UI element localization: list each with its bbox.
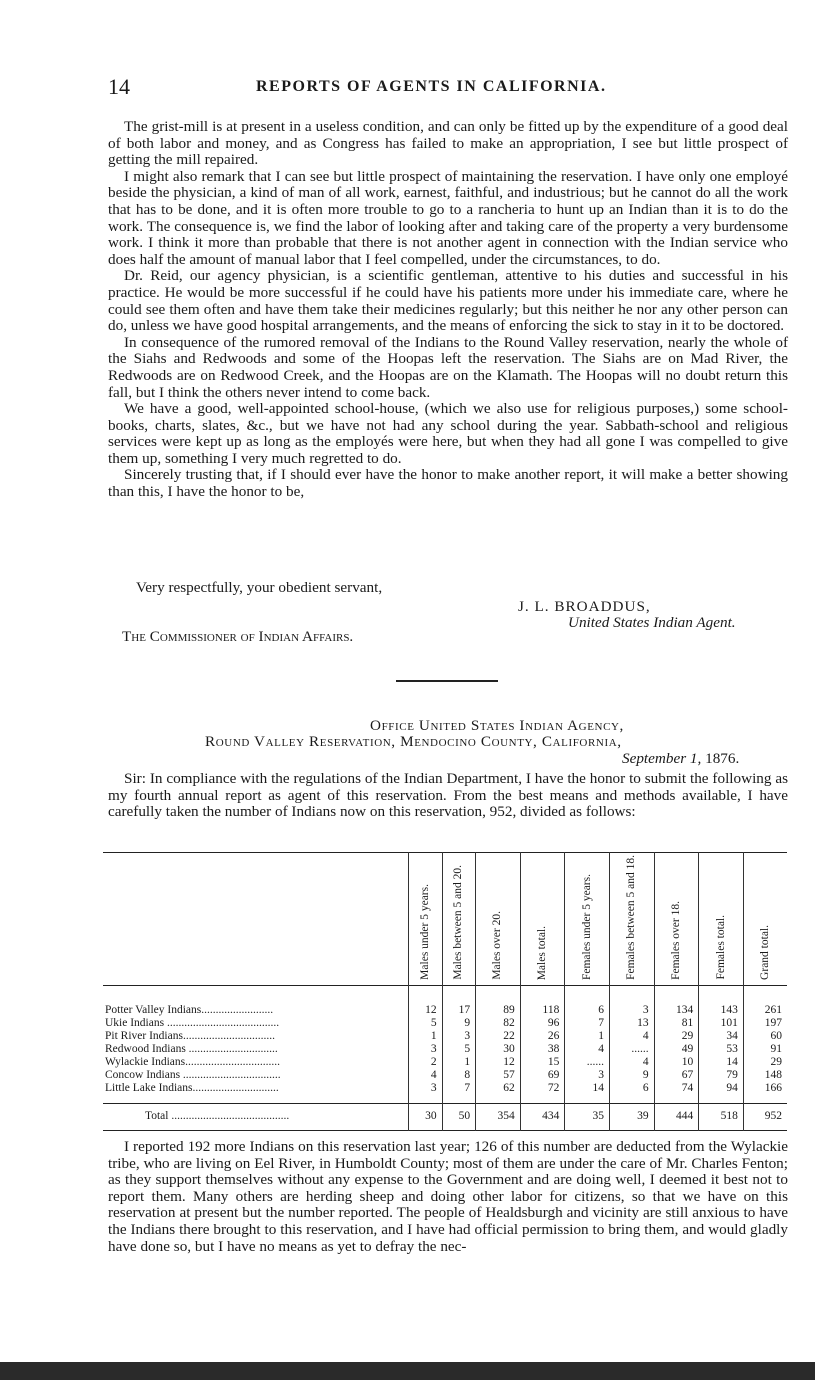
addressee: The Commissioner of Indian Affairs. [122, 628, 354, 645]
table-cell: 14 [565, 1082, 610, 1104]
row-label: Pit River Indians................................ [105, 1029, 275, 1042]
column-header-label: Females over 18. [669, 900, 682, 980]
table-cell: 101 [699, 1017, 744, 1030]
paragraph: I might also remark that I can see but little prospect of maintaining the reservation. I have only one employé beside the physician, a kind of man of all work, earnest, faithful, and industrious; but he cannot do all the work that has to be done, and it is often more trouble to go to a rancheria to hunt up an Indian than it is to do the work. The consequence is, we find the labor of looking after and taking care of the property a very burdensome work. I think it more than probable that there is not another agent in connection with the Indian service who does half the amount of manual labor that I feel compelled, under the circumstances, to do. [108, 167, 788, 268]
table-cell: 17 [442, 985, 476, 1017]
report-body-round-valley [108, 1139, 788, 1255]
table-cell: 6 [609, 1082, 654, 1104]
row-label: Wylackie Indians................................. [105, 1055, 280, 1068]
table-cell: 2 [409, 1056, 443, 1069]
scan-bottom-edge [0, 1362, 815, 1380]
column-header [476, 853, 521, 986]
table-cell: 4 [409, 1069, 443, 1082]
table-cell: 148 [743, 1069, 787, 1082]
table-cell: ...... [565, 1056, 610, 1069]
table-cell: 5 [442, 1043, 476, 1056]
table-cell: 53 [699, 1043, 744, 1056]
table-row [103, 1017, 787, 1030]
table-cell: 10 [654, 1056, 699, 1069]
table-cell: 34 [699, 1030, 744, 1043]
table-cell: 74 [654, 1082, 699, 1104]
signer-title: United States Indian Agent. [568, 614, 736, 631]
table-cell: 3 [609, 985, 654, 1017]
table-cell: 1 [409, 1030, 443, 1043]
table-cell: 69 [520, 1069, 565, 1082]
column-header-label: Males total. [536, 925, 549, 980]
table-cell: 22 [476, 1030, 521, 1043]
column-header [699, 853, 744, 986]
table-cell: 8 [442, 1069, 476, 1082]
paragraph: Dr. Reid, our agency physician, is a scientific gentleman, attentive to his duties and successful in his practice. He would be more successful if he could have his patients more under his immediate care, where he could see them often and have them take their medicines regularly; but this neither he nor any other person can do, unless we have good hospital arrangements, and the means of enforcing the sick to stay in it to be doctored. [108, 267, 788, 335]
column-header [409, 853, 443, 986]
page-number: 14 [108, 74, 130, 99]
table-cell: 134 [654, 985, 699, 1017]
table-stub-header [103, 853, 409, 986]
table-cell: 81 [654, 1017, 699, 1030]
dateline [622, 750, 739, 768]
table-cell: 444 [654, 1103, 699, 1130]
column-header-label: Females under 5 years. [580, 873, 593, 980]
column-header [565, 853, 610, 986]
paragraph: Sincerely trusting that, if I should ever have the honor to make another report, it will make a better showing than this, I have the honor to be, [108, 466, 788, 501]
paragraph: Sir: In compliance with the regulations of the Indian Department, I have the honor to submit the following as my fourth annual report as agent of this reservation. From the best means and methods available, I have carefully taken the number of Indians now on this reservation, 952, divided as follows: [108, 770, 788, 821]
table-cell: 354 [476, 1103, 521, 1130]
column-header-label: Males between 5 and 20. [452, 865, 465, 980]
table-cell: 30 [476, 1043, 521, 1056]
table-cell: 9 [609, 1069, 654, 1082]
signer-name: J. L. BROADDUS, [518, 598, 651, 615]
table-cell: 26 [520, 1030, 565, 1043]
column-header-label: Grand total. [758, 924, 771, 980]
table-cell: 3 [409, 1043, 443, 1056]
table-cell: 62 [476, 1082, 521, 1104]
paragraph: The grist-mill is at present in a useless condition, and can only be fitted up by the expenditure of a good deal of both labor and money, and as Congress has failed to make an appropriation, I see but little prospect of getting the mill repaired. [108, 118, 788, 169]
page-header [108, 74, 788, 104]
table-cell: 6 [565, 985, 610, 1017]
table-cell: 89 [476, 985, 521, 1017]
date-month-day: September 1, [622, 750, 702, 767]
table-cell: 7 [442, 1082, 476, 1104]
paragraph: I reported 192 more Indians on this reservation last year; 126 of this number are deducted from the Wylackie tribe, who are living on Eel River, in Humboldt County; most of them are under the care of Mr. Charles Fenton; as they support themselves without any expense to the Government and are doing well, I deemed it best not to report them. Many others are herding sheep and doing other labor for citizens, so that we have on this reservation at present but the number reported. The people of Healdsburgh and vicinity are still anxious to have the Indians there brought to this reservation, and I have had official permission to bring them, and would gladly have done so, but I have no means as yet to defray the nec- [108, 1138, 788, 1255]
table-row [103, 1056, 787, 1069]
column-header [609, 853, 654, 986]
table-cell: 49 [654, 1043, 699, 1056]
table-cell: 60 [743, 1030, 787, 1043]
table-cell: 91 [743, 1043, 787, 1056]
row-label: Potter Valley Indians......................... [105, 1003, 274, 1016]
column-header-label: Females total. [714, 915, 727, 980]
column-header [743, 853, 787, 986]
table-cell: 4 [565, 1043, 610, 1056]
table-cell: 13 [609, 1017, 654, 1030]
office-heading: Office United States Indian Agency, [370, 717, 624, 734]
table-cell: 143 [699, 985, 744, 1017]
table-cell: 57 [476, 1069, 521, 1082]
table-cell: 3 [442, 1030, 476, 1043]
paragraph: In consequence of the rumored removal of the Indians to the Round Valley reservation, nearly the whole of the Siahs and Redwoods and some of the Hoopas left the reservation. The Siahs are on Mad River, the Redwoods are on Redwood Creek, and the Hoopas are on the Klamath. The Hoopas will no doubt return this fall, but I think the others never intend to come back. [108, 333, 788, 401]
column-header [654, 853, 699, 986]
table-cell: 261 [743, 985, 787, 1017]
table-cell: 197 [743, 1017, 787, 1030]
table-cell: 118 [520, 985, 565, 1017]
table-cell: 29 [654, 1030, 699, 1043]
table-cell: 166 [743, 1082, 787, 1104]
row-label: Concow Indians .................................. [105, 1068, 281, 1081]
paragraph: We have a good, well-appointed school-house, (which we also use for religious purposes,) some school-books, charts, slates, &c., but we have not had any school during the year. Sabbath-school and religious services were kept up as long as the employés were here, but when they had all gone I was compelled to give them up, something I very much regretted to do. [108, 400, 788, 467]
column-header-label: Males over 20. [491, 911, 504, 980]
running-title: REPORTS OF AGENTS IN CALIFORNIA. [256, 78, 607, 95]
report-intro-round-valley [108, 771, 788, 821]
row-label: Total ......................................... [103, 1103, 409, 1130]
table-cell: 12 [409, 985, 443, 1017]
table-cell: 1 [565, 1030, 610, 1043]
table-cell: 952 [743, 1103, 787, 1130]
table-cell: 12 [476, 1056, 521, 1069]
column-header [442, 853, 476, 986]
row-label: Redwood Indians ............................... [105, 1042, 278, 1055]
table-cell: 67 [654, 1069, 699, 1082]
table-cell: 434 [520, 1103, 565, 1130]
row-label: Little Lake Indians.............................. [105, 1081, 279, 1094]
table-cell: 39 [609, 1103, 654, 1130]
table-cell: 9 [442, 1017, 476, 1030]
census-table [103, 852, 787, 1131]
column-header-label: Females between 5 and 18. [625, 855, 638, 980]
table-row [103, 1082, 787, 1104]
table-cell: 79 [699, 1069, 744, 1082]
table-cell: 15 [520, 1056, 565, 1069]
table-cell: 50 [442, 1103, 476, 1130]
table-cell: 3 [409, 1082, 443, 1104]
complimentary-close: Very respectfully, your obedient servant, [136, 579, 383, 596]
table-cell: ...... [609, 1043, 654, 1056]
table-cell: 96 [520, 1017, 565, 1030]
table-cell: 38 [520, 1043, 565, 1056]
table-cell: 30 [409, 1103, 443, 1130]
table-cell: 7 [565, 1017, 610, 1030]
table-cell: 29 [743, 1056, 787, 1069]
table-row [103, 985, 787, 1017]
table-cell: 3 [565, 1069, 610, 1082]
table-cell: 4 [609, 1030, 654, 1043]
table-cell: 14 [699, 1056, 744, 1069]
table-cell: 518 [699, 1103, 744, 1130]
table-cell: 82 [476, 1017, 521, 1030]
office-location: Round Valley Reservation, Mendocino County, California, [205, 733, 622, 750]
date-year: 1876. [705, 750, 740, 767]
table-row [103, 1030, 787, 1043]
table-row [103, 1043, 787, 1056]
table-cell: 72 [520, 1082, 565, 1104]
table-cell: 35 [565, 1103, 610, 1130]
table-row [103, 1069, 787, 1082]
table-cell: 5 [409, 1017, 443, 1030]
column-header [520, 853, 565, 986]
row-label: Ukie Indians ....................................... [105, 1016, 280, 1029]
table-total-row [103, 1103, 787, 1130]
column-header-label: Males under 5 years. [418, 884, 431, 980]
table-cell: 4 [609, 1056, 654, 1069]
table-cell: 1 [442, 1056, 476, 1069]
section-divider [396, 680, 498, 682]
table-cell: 94 [699, 1082, 744, 1104]
report-body-broaddus [108, 119, 788, 501]
